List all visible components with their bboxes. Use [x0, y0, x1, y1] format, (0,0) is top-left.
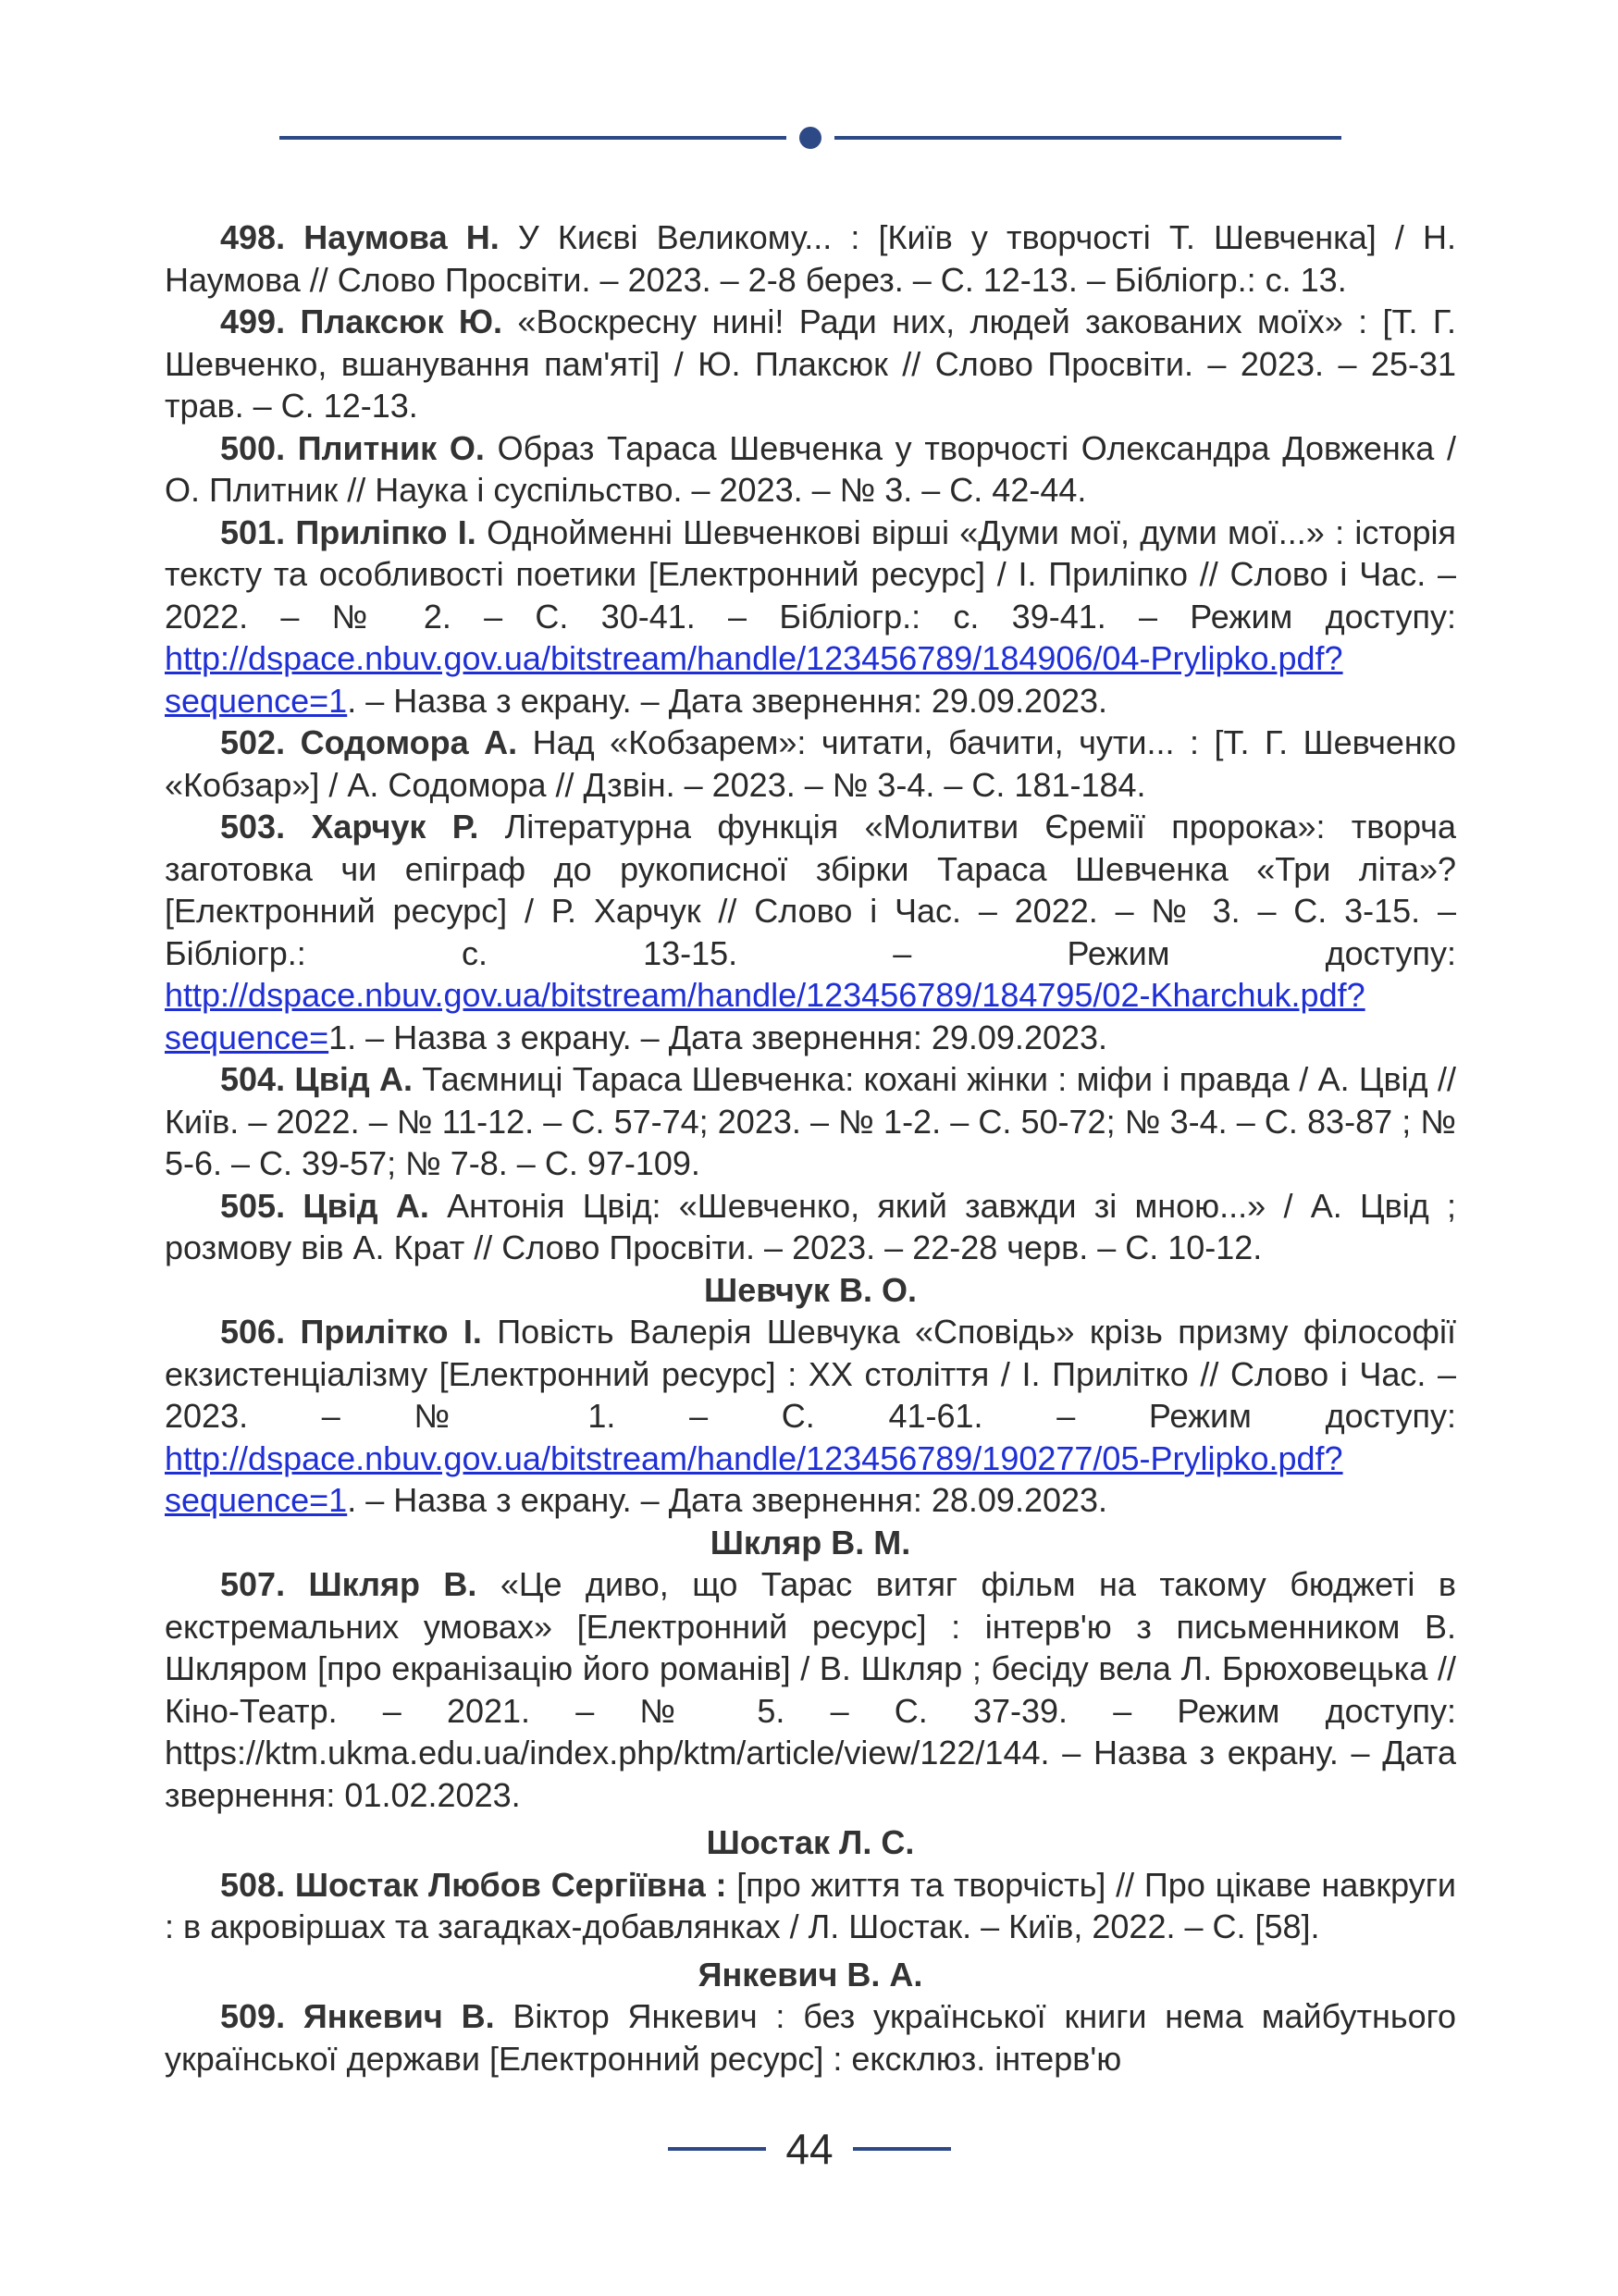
- footer-line-left: [668, 2147, 766, 2151]
- ornament-line-left: [279, 136, 786, 140]
- entry-number-author: [220, 1997, 495, 2035]
- entry-text: «Воскресну нині! Ради них, людей закованих моїх» : [Т. Г. Шевченко, вшанування пам'яті] / Ю. Плаксюк // Слово Просвіти. – 2023. – 25-31 трав. – С. 12-13.: [165, 302, 1456, 425]
- entry-number: 501.: [220, 512, 286, 551]
- entry-author: Прилітко І.: [300, 1313, 482, 1351]
- entry-number: 498.: [220, 218, 286, 256]
- entry-author: Содомора А.: [300, 723, 518, 761]
- footer-line-right: [853, 2147, 951, 2151]
- entry-number-author: [220, 1866, 726, 1904]
- entry-number-author: [220, 302, 502, 340]
- entry-number: 508.: [220, 1865, 286, 1904]
- bibliography-entry: [165, 1995, 1456, 2080]
- section-heading: Янкевич В. А.: [698, 1955, 923, 1994]
- entry-author: Янкевич В.: [303, 1997, 495, 2035]
- page-number: 44: [785, 2125, 834, 2173]
- entry-number: 507.: [220, 1565, 286, 1603]
- entry-author: Харчук Р.: [311, 808, 479, 846]
- entry-number-author: [220, 1565, 476, 1603]
- entry-text: [про життя та творчість] // Про цікаве навкруги : в акровіршах та загадках-добавлянках / Л. Шостак. – Київ, 2022. – С. [58].: [165, 1865, 1456, 1945]
- entry-author: Цвід А.: [294, 1060, 413, 1098]
- entry-text: Образ Тараса Шевченка у творчості Олександра Довженка / О. Плитник // Наука і суспільство. – 2023. – № 3. – С. 42-44.: [165, 428, 1456, 509]
- bibliography-entry: [165, 216, 1456, 301]
- entry-text: У Києві Великому... : [Київ у творчості Т. Шевченка] / Н. Наумова // Слово Просвіти. – 2023. – 2-8 берез. – С. 12-13. – Бібліогр.: с. 13.: [165, 218, 1456, 299]
- entry-author: Приліпко І.: [295, 512, 476, 551]
- entry-number: 504.: [220, 1060, 286, 1098]
- entry-number: 509.: [220, 1997, 286, 2035]
- section-heading: Шевчук В. О.: [704, 1270, 917, 1309]
- entry-number: 499.: [220, 302, 286, 340]
- entry-text: Над «Кобзарем»: читати, бачити, чути... : [Т. Г. Шевченко «Кобзар»] / А. Содомора // Дзвін. – 2023. – № 3-4. – С. 181-184.: [165, 723, 1456, 804]
- entry-author: Наумова Н.: [303, 218, 500, 256]
- bibliography-entry: [165, 1185, 1456, 1269]
- section-heading: Шостак Л. С.: [706, 1823, 915, 1861]
- entry-text: Повість Валерія Шевчука «Сповідь» крізь призму філософії екзистенціалізму [Електронний ресурс] : XX століття / І. Прилітко // Слово і Час. – 2023. – № 1. – С. 41-61. – Режим доступу:: [165, 1313, 1456, 1435]
- entry-text: Однойменні Шевченкові вірші «Думи мої, думи мої...» : історія тексту та особливості поетики [Електронний ресурс] / І. Приліпко // Слово і Час. – 2022. – № 2. – С. 30-41. – Бібліогр.: с. 39-41. – Режим доступу:: [165, 512, 1456, 636]
- entry-text: Віктор Янкевич : без української книги нема майбутнього української держави [Електронний ресурс] : ексклюз. інтерв'ю: [165, 1997, 1456, 2078]
- access-link[interactable]: http://dspace.nbuv.gov.ua/bitstream/handle/123456789/184795/02-Kharchuk.pdf?sequence=: [165, 976, 1365, 1056]
- top-ornament: [279, 126, 1341, 150]
- entry-text: Таємниці Тараса Шевченка: кохані жінки : міфи і правда / А. Цвід // Київ. – 2022. – № 11-12. – С. 57-74; 2023. – № 1-2. – С. 50-72; № 3-4. – С. 83-87 ; № 5-6. – С. 39-57; № 7-8. – С. 97-109.: [165, 1060, 1456, 1182]
- entry-number-author: [220, 723, 517, 761]
- bibliography-entry: [165, 1864, 1456, 1948]
- bibliography-entry: [165, 301, 1456, 427]
- bibliography-entry: [165, 1058, 1456, 1185]
- entry-text: Літературна функція «Молитви Єремії пророка»: творча заготовка чи епіграф до рукописної збірки Тараса Шевченка «Три літа»? [Електронний ресурс] / Р. Харчук // Слово і Час. – 2022. – № 3. – С. 3-15. – Бібліогр.: с. 13-15. – Режим доступу:: [165, 808, 1456, 972]
- entry-author: Цвід А.: [303, 1186, 429, 1225]
- entry-author: Плитник О.: [297, 428, 485, 467]
- ornament-dot: [799, 127, 821, 149]
- entry-number-author: [220, 218, 500, 256]
- entry-author: Шкляр В.: [308, 1565, 477, 1603]
- entry-text: Антонія Цвід: «Шевченко, який завжди зі мною...» / А. Цвід ; розмову вів А. Крат // Слово Просвіти. – 2023. – 22-28 черв. – С. 10-12.: [165, 1186, 1456, 1266]
- entry-number: 506.: [220, 1313, 286, 1351]
- access-link[interactable]: http://dspace.nbuv.gov.ua/bitstream/handle/123456789/190277/05-Prylipko.pdf?sequence=1: [165, 1438, 1343, 1519]
- entry-number: 505.: [220, 1186, 286, 1225]
- bibliography-entry: [165, 722, 1456, 806]
- entry-text-after-link: . – Назва з екрану. – Дата звернення: 29.09.2023.: [347, 681, 1108, 720]
- entry-number: 502.: [220, 723, 286, 761]
- entry-number: 500.: [220, 428, 286, 467]
- bibliography-list: [165, 216, 1456, 2080]
- entry-text-after-link: . – Назва з екрану. – Дата звернення: 28.09.2023.: [347, 1481, 1108, 1519]
- entry-text: «Це диво, що Тарас витяг фільм на такому бюджеті в екстремальних умовах» [Електронний ресурс] : інтерв'ю з письменником В. Шкляром [про екранізацію його романів] / В. Шкляр ; бесіду вела Л. Брюховецька // Кіно-Театр. – 2021. – № 5. – С. 37-39. – Режим доступу: https://ktm.ukma.edu.ua/index.php/ktm/article/view/122/144. – Назва з екрану. – Дата звернення: 01.02.2023.: [165, 1565, 1456, 1814]
- bibliography-entry: [165, 1311, 1456, 1522]
- entry-number: 503.: [220, 808, 286, 846]
- entry-number-author: [220, 808, 478, 846]
- entry-number-author: [220, 1060, 413, 1098]
- access-link[interactable]: http://dspace.nbuv.gov.ua/bitstream/handle/123456789/184906/04-Prylipko.pdf?sequence=1: [165, 639, 1343, 720]
- entry-author: Шостак Любов Сергіївна :: [294, 1865, 727, 1904]
- bibliography-entry: [165, 427, 1456, 512]
- section-heading: Шкляр В. М.: [710, 1523, 911, 1562]
- page-footer: [668, 2125, 951, 2173]
- entry-number-author: [220, 1187, 429, 1225]
- bibliography-entry: [165, 806, 1456, 1058]
- bibliography-entry: [165, 512, 1456, 722]
- ornament-line-right: [834, 136, 1341, 140]
- entry-number-author: [220, 429, 485, 467]
- entry-number-author: [220, 1313, 482, 1351]
- entry-author: Плаксюк Ю.: [300, 302, 503, 340]
- entry-text-after-link: 1. – Назва з екрану. – Дата звернення: 29.09.2023.: [328, 1018, 1108, 1056]
- bibliography-entry: [165, 1563, 1456, 1816]
- entry-number-author: [220, 513, 476, 551]
